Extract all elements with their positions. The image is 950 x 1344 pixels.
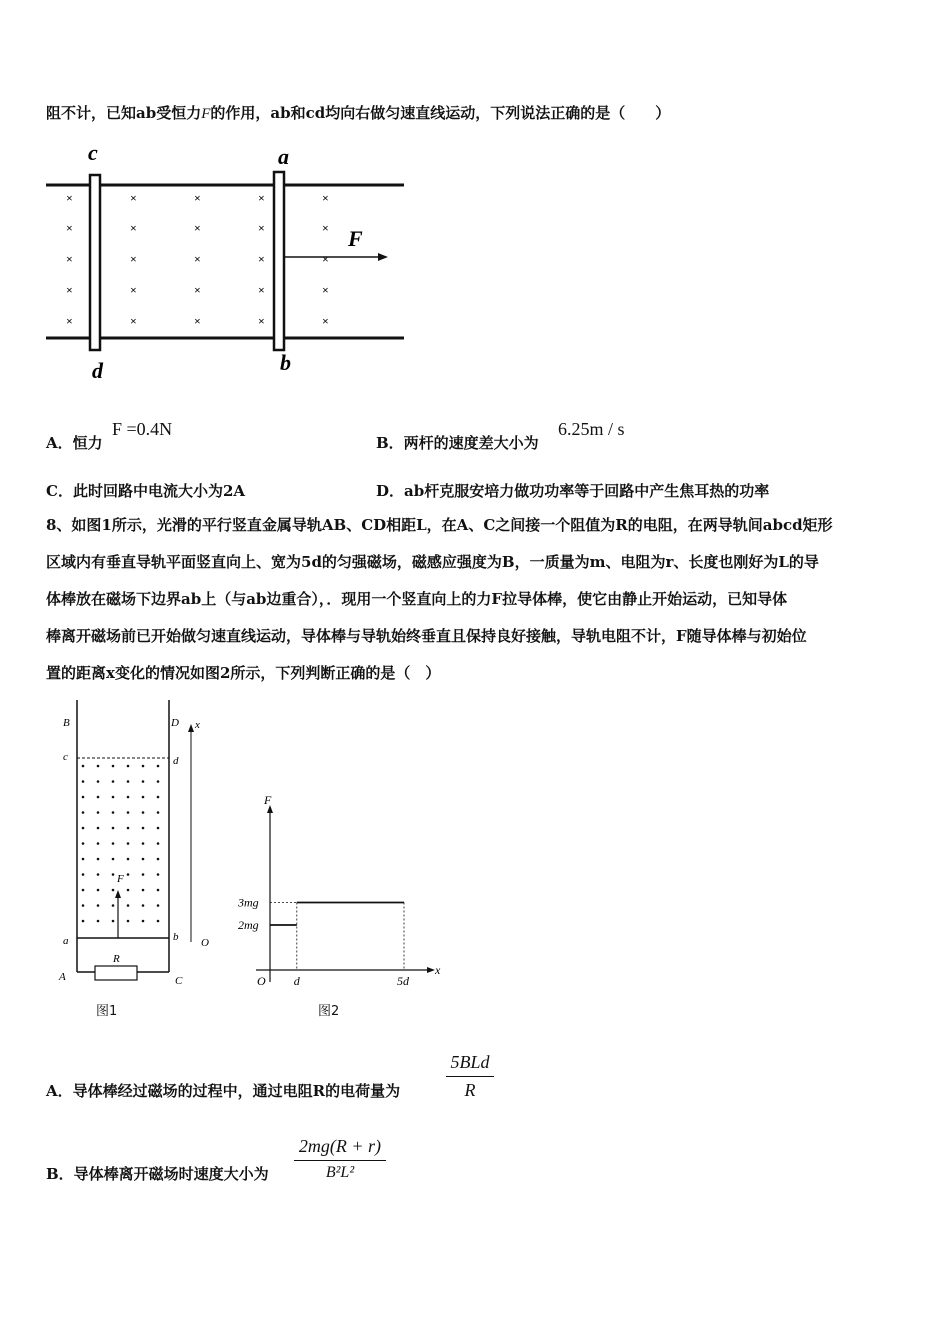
fig1-label-x: x: [195, 719, 200, 731]
field-dot: [97, 904, 100, 907]
fig2-x-axis-head: [427, 967, 435, 973]
fig2-label-O: O: [257, 974, 266, 988]
rod-cd: [90, 175, 100, 350]
q8-line-5: 置的距离x变化的情况如图2所示，下列判断正确的是（ ）: [46, 664, 441, 682]
field-dot: [127, 842, 130, 845]
field-dot: [142, 858, 145, 861]
field-dot: [82, 889, 85, 892]
option-8A-fraction: [446, 1052, 494, 1101]
field-dot: [142, 904, 145, 907]
field-dot: [157, 780, 160, 783]
field-dot: [82, 827, 85, 830]
field-cross-mark: ×: [130, 191, 137, 205]
field-dot: [142, 827, 145, 830]
field-cross-mark: ×: [258, 191, 265, 205]
field-dot: [112, 796, 115, 799]
fig1-label-O: O: [201, 937, 209, 949]
label-c: c: [88, 140, 98, 165]
figure-2-chart: [230, 790, 450, 995]
option-8B-fraction: [294, 1136, 386, 1182]
field-dot: [142, 765, 145, 768]
fig1-label-C: C: [175, 975, 183, 987]
field-dot: [127, 920, 130, 923]
field-dot: [82, 796, 85, 799]
label-d: d: [92, 358, 103, 383]
field-dot: [142, 889, 145, 892]
fig1-label-d: d: [173, 755, 179, 767]
field-dot: [157, 873, 160, 876]
fig1-label-B: B: [63, 717, 70, 729]
field-cross-mark: ×: [130, 221, 137, 235]
field-dot: [97, 811, 100, 814]
label-F: F: [348, 226, 363, 251]
field-dot: [142, 811, 145, 814]
field-dot: [127, 904, 130, 907]
field-dot: [142, 780, 145, 783]
field-dot: [112, 827, 115, 830]
option-7B-label: B．两杆的速度差大小为: [376, 434, 539, 452]
field-cross-mark: ×: [130, 314, 137, 328]
field-dot: [97, 873, 100, 876]
field-dot: [82, 780, 85, 783]
field-dot: [97, 920, 100, 923]
field-dot: [157, 811, 160, 814]
field-cross-mark: ×: [258, 283, 265, 297]
field-dot: [142, 796, 145, 799]
field-cross-mark: ×: [66, 221, 73, 235]
fig1-label-a: a: [63, 935, 69, 947]
field-dot: [82, 858, 85, 861]
option-7A: [46, 432, 103, 453]
field-cross-mark: ×: [66, 283, 73, 297]
field-dot: [127, 858, 130, 861]
field-dot: [97, 780, 100, 783]
field-cross-mark: ×: [130, 252, 137, 266]
q8-line-1: 8、如图1所示，光滑的平行竖直金属导轨AB、CD相距L，在A、C之间接一个阻值为R的电阻，在两导轨间abcd矩形: [46, 516, 833, 534]
fig1-label-F: F: [117, 873, 124, 885]
fig2-tick-5d: 5d: [397, 974, 409, 988]
option-7A-math: F =0.4N: [112, 419, 173, 439]
field-cross-mark: ×: [194, 221, 201, 235]
fig1-label-D: D: [171, 717, 179, 729]
field-dot: [82, 765, 85, 768]
fig2-label-F: F: [264, 793, 272, 807]
label-a: a: [278, 144, 289, 169]
field-dot: [112, 889, 115, 892]
field-cross-mark: ×: [322, 314, 329, 328]
option-8B-numerator: 2mg(R + r): [298, 1136, 382, 1156]
field-cross-mark: ×: [322, 221, 329, 235]
fig1-label-A: A: [59, 971, 66, 983]
field-dot: [142, 920, 145, 923]
field-dot: [127, 765, 130, 768]
field-dot: [157, 765, 160, 768]
field-dot: [112, 811, 115, 814]
figure-2-caption: 图2: [318, 1004, 340, 1019]
fig2-tick-3mg: 3mg: [238, 895, 259, 910]
intro-force-symbol: F: [201, 106, 211, 122]
field-cross-mark: ×: [194, 252, 201, 266]
fig2-tick-d: d: [293, 974, 300, 988]
option-7C: C．此时回路中电流大小为2A: [46, 482, 246, 500]
field-dot: [142, 842, 145, 845]
field-dot: [127, 827, 130, 830]
field-dot: [157, 858, 160, 861]
field-dot: [157, 920, 160, 923]
field-cross-mark: ×: [322, 191, 329, 205]
fig1-label-R: R: [113, 953, 120, 965]
fig1-label-c: c: [63, 751, 68, 763]
x-axis-arrow-head: [188, 724, 194, 732]
field-dot: [127, 811, 130, 814]
field-dot: [112, 858, 115, 861]
field-dot: [97, 858, 100, 861]
field-cross-mark: ×: [130, 283, 137, 297]
field-cross-mark: ×: [258, 221, 265, 235]
field-dot: [157, 889, 160, 892]
field-dot: [82, 811, 85, 814]
pull-force-arrow-head: [115, 890, 121, 898]
field-dot: [157, 796, 160, 799]
field-dot: [142, 873, 145, 876]
field-cross-mark: ×: [194, 191, 201, 205]
field-dot: [157, 827, 160, 830]
field-dot: [97, 765, 100, 768]
option-8A-label: A．导体棒经过磁场的过程中，通过电阻R的电荷量为: [46, 1082, 401, 1100]
field-dots: [82, 765, 160, 923]
field-cross-mark: ×: [66, 314, 73, 328]
field-cross-mark: ×: [66, 191, 73, 205]
resistor: [95, 966, 137, 980]
field-dot: [112, 920, 115, 923]
magnetic-field-crosses: [66, 191, 329, 328]
field-cross-mark: ×: [194, 314, 201, 328]
option-8B-denominator: B²L²: [325, 1164, 355, 1181]
option-7B-math: 6.25m / s: [558, 419, 625, 439]
fig2-label-x: x: [435, 963, 441, 977]
q8-line-3: 体棒放在磁场下边界ab上（与ab边重合），．现用一个竖直向上的力F拉导体棒，使它由静止开始运动，已知导体: [46, 590, 788, 608]
option-8A-numerator: 5BLd: [450, 1052, 490, 1072]
fig1-label-b: b: [173, 931, 179, 943]
field-dot: [127, 873, 130, 876]
figure-1-caption: 图1: [96, 1004, 118, 1019]
option-8B-label: B．导体棒离开磁场时速度大小为: [46, 1165, 269, 1183]
field-dot: [82, 842, 85, 845]
field-cross-mark: ×: [322, 252, 329, 266]
field-dot: [97, 796, 100, 799]
field-dot: [157, 842, 160, 845]
field-dot: [97, 889, 100, 892]
field-dot: [82, 904, 85, 907]
intro-line: [46, 102, 670, 123]
field-dot: [97, 827, 100, 830]
intro-text-2: 的作用，ab和cd均向右做匀速直线运动，下列说法正确的是（ ）: [210, 104, 671, 122]
field-dot: [112, 904, 115, 907]
field-cross-mark: ×: [258, 314, 265, 328]
option-7A-label: A．恒力: [46, 434, 103, 452]
field-dot: [112, 765, 115, 768]
field-dot: [127, 780, 130, 783]
field-cross-mark: ×: [194, 283, 201, 297]
q8-line-4: 棒离开磁场前已开始做匀速直线运动，导体棒与导轨始终垂直且保持良好接触，导轨电阻不计，F随导体棒与初始位: [46, 627, 807, 645]
field-dot: [112, 780, 115, 783]
option-7D: D．ab杆克服安培力做功功率等于回路中产生焦耳热的功率: [376, 482, 770, 500]
field-cross-mark: ×: [322, 283, 329, 297]
field-dot: [127, 889, 130, 892]
label-b: b: [280, 350, 291, 375]
field-cross-mark: ×: [66, 252, 73, 266]
figure-1: [55, 700, 225, 1000]
option-8A-denominator: R: [464, 1080, 476, 1100]
q8-line-2: 区域内有垂直导轨平面竖直向上、宽为5d的匀强磁场，磁感应强度为B，一质量为m、电阻为r、长度也刚好为L的导: [46, 553, 819, 571]
field-dot: [157, 904, 160, 907]
field-cross-mark: ×: [258, 252, 265, 266]
fig2-tick-2mg: 2mg: [238, 918, 259, 932]
intro-text-1: 阻不计，已知ab受恒力: [46, 104, 202, 122]
field-dot: [82, 920, 85, 923]
rod-ab: [274, 172, 284, 350]
field-dot: [97, 842, 100, 845]
field-dot: [127, 796, 130, 799]
field-dot: [82, 873, 85, 876]
field-dot: [112, 842, 115, 845]
field-dot: [112, 873, 115, 876]
rails-figure: [40, 140, 420, 390]
force-arrow-head: [378, 253, 388, 261]
